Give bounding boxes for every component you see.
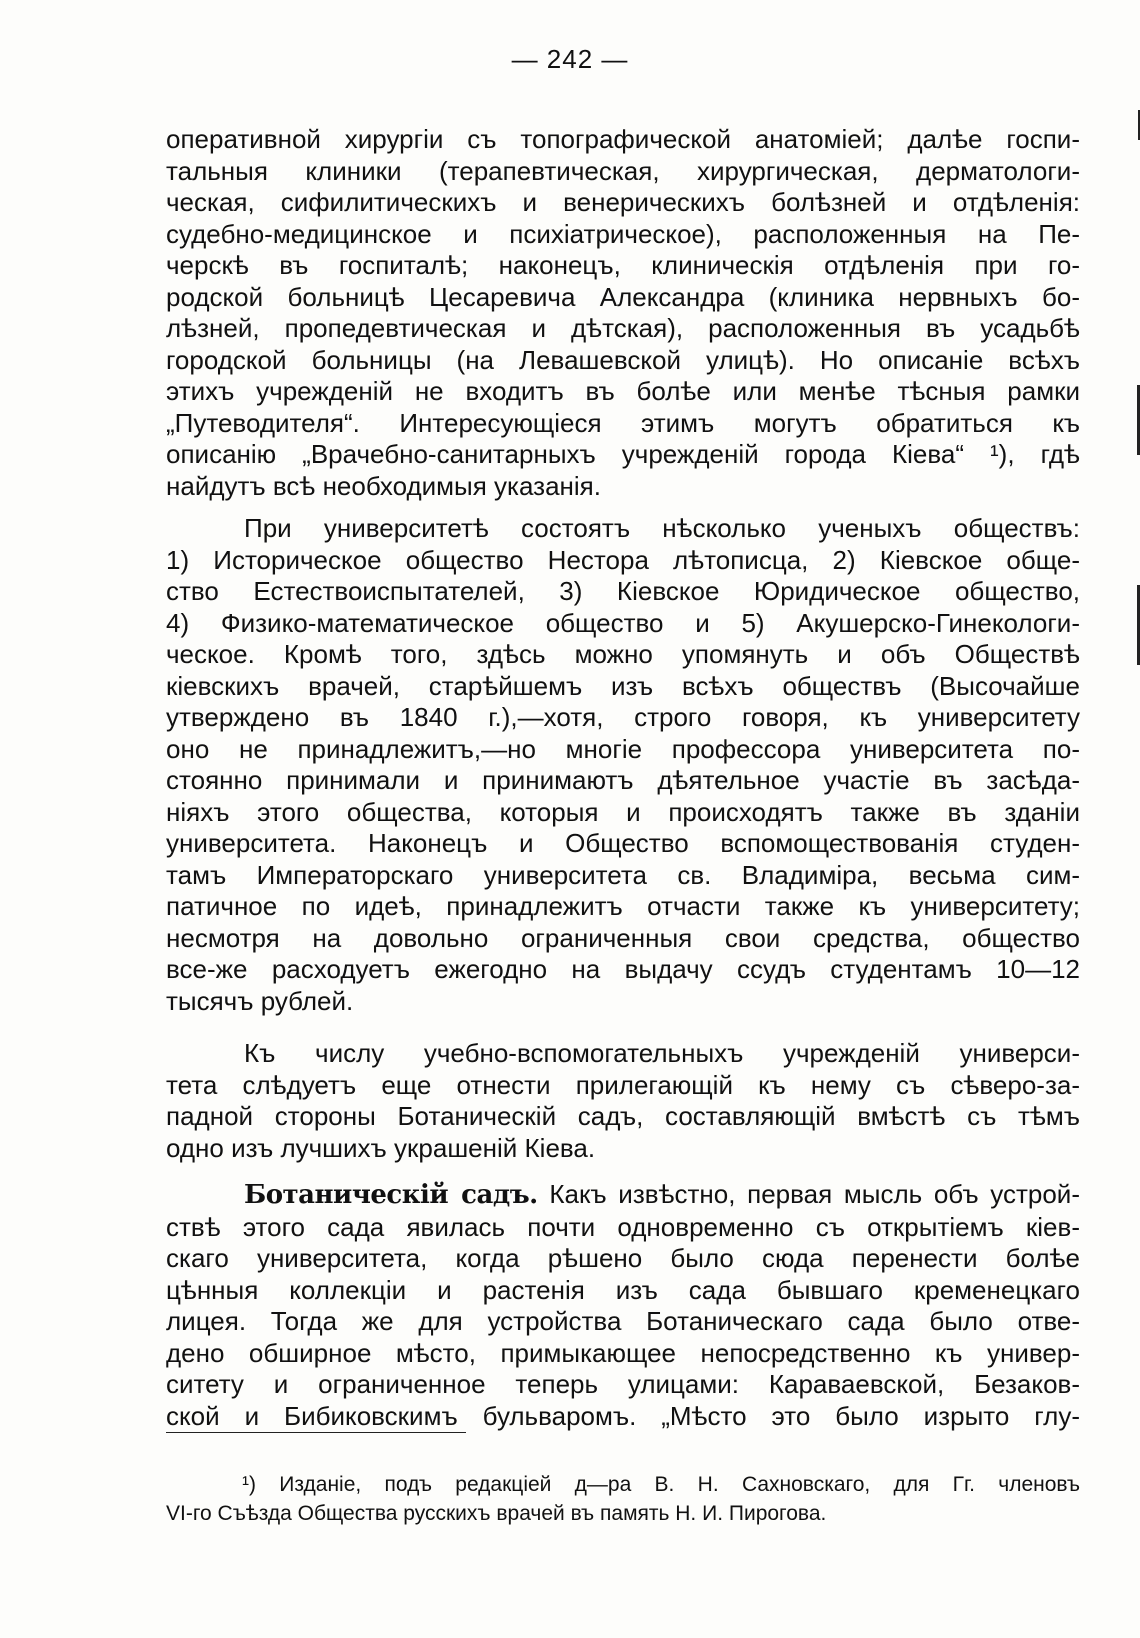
text-line: ческая, сифилитическихъ и венерическихъ болѣзней и отдѣленія: [166,187,1080,217]
text-line: лѣзней, пропедевтическая и дѣтская), расположенныя въ усадьбѣ [166,313,1080,343]
text-line: родской больницѣ Цесаревича Александра (клиника нервныхъ бо- [166,281,1080,312]
text-line: ческое. Кромѣ того, здѣсь можно упомянуть и объ Обществѣ [166,639,1080,669]
text-line: ствѣ этого сада явилась почти одновременно съ открытіемъ кіев- [166,1211,1080,1242]
text-line: найдутъ всѣ необходимыя указанія. [166,470,601,501]
text-line: 1) Историческое общество Нестора лѣтописца, 2) Кіевское обще- [166,544,1080,575]
text-line: черскѣ въ госпиталѣ; наконецъ, клиническія отдѣленія при го- [166,250,1080,280]
text-line: утверждено въ 1840 г.),—хотя, строго говоря, къ университету [166,702,1080,732]
text-line: ской и Бибиковскимъ бульваромъ. „Мѣсто это было изрыто глу- [166,1400,1080,1431]
section-heading-botanical-garden: Ботаническій садъ. [244,1180,538,1210]
text-line: ситету и ограниченное теперь улицами: Караваевской, Безаков- [166,1369,1080,1399]
text-line: университета. Наконецъ и Общество вспомоществованія студен- [166,828,1080,858]
text-line: 4) Физико-математическое общество и 5) Акушерско-Гинекологи- [166,607,1080,638]
text-line: ніяхъ этого общества, которыя и происходятъ также въ зданіи [166,796,1080,827]
text-line: При университетѣ состоятъ нѣсколько ученыхъ обществъ: [244,513,1080,543]
text-line: судебно-медицинское и психіатрическое), расположенныя на Пе- [166,218,1080,249]
paragraph-2 [166,513,1080,1017]
text-line: тамъ Императорскаго университета св. Владиміра, весьма сим- [166,859,1080,890]
text-line: все-же расходуетъ ежегодно на выдачу ссудъ студентамъ 10—12 [166,954,1080,984]
text-line: „Путеводителя“. Интересующіеся этимъ могутъ обратиться къ [166,407,1080,438]
text-line: скаго университета, когда рѣшено было сюда перенести болѣе [166,1243,1080,1273]
text-line: падной стороны Ботаническій садъ, составляющій вмѣстѣ съ тѣмъ [166,1101,1080,1131]
text-line: этихъ учрежденій не входитъ въ болѣе или менѣе тѣсныя рамки [166,376,1080,406]
text-line: оно не принадлежитъ,—но многіе профессора университета по- [166,733,1080,764]
text-line: ство Естествоиспытателей, 3) Кіевское Юридическое общество, [166,576,1080,606]
text-line: несмотря на довольно ограниченныя свои средства, общество [166,922,1080,953]
footnote-line: ¹) Изданіе, подъ редакціей д—ра В. Н. Сахновскаго, для Гг. членовъ [242,1473,1080,1496]
text-line: лицея. Тогда же для устройства Ботаническаго сада было отве- [166,1306,1080,1336]
text-line: описанію „Врачебно-санитарныхъ учрежденій города Кіева“ ¹), гдѣ [166,439,1080,469]
text-line: Къ числу учебно-вспомогательныхъ учрежденій универси- [244,1038,1080,1068]
text-line: дено обширное мѣсто, примыкающее непосредственно къ универ- [166,1337,1080,1368]
text-line-with-heading [166,1179,1080,1212]
text-line: городской больницы (на Левашевской улицѣ). Но описаніе всѣхъ [166,344,1080,375]
footnote-divider [166,1432,466,1433]
page-number: — 242 — [511,44,629,74]
text-line: тета слѣдуетъ еще отнести прилегающій къ нему съ сѣверо-за- [166,1069,1080,1100]
footnote-line: VI-го Съѣзда Общества русскихъ врачей въ память Н. И. Пирогова. [166,1502,827,1525]
text-line: тальныя клиники (терапевтическая, хирургическая, дерматологи- [166,155,1080,186]
text-line: кіевскихъ врачей, старѣйшемъ изъ всѣхъ обществъ (Высочайше [166,670,1080,701]
footnote [166,1470,1080,1528]
paragraph-4 [166,1179,1080,1432]
text-line: одно изъ лучшихъ украшеній Кіева. [166,1132,596,1163]
text-line: тысячъ рублей. [166,985,354,1016]
text-line: стоянно принимали и принимаютъ дѣятельное участіе въ засѣда- [166,765,1080,795]
text-line: патичное по идеѣ, принадлежитъ отчасти также къ университету; [166,891,1080,921]
text-fragment: Какъ извѣстно, первая мысль объ устрой- [549,1179,1080,1209]
text-line: цѣнныя коллекціи и растенія изъ сада бывшаго кременецкаго [166,1274,1080,1305]
text-line: оперативной хирургіи съ топографической анатоміей; далѣе госпи- [166,124,1080,154]
paragraph-1 [166,124,1080,502]
paragraph-3 [166,1038,1080,1164]
